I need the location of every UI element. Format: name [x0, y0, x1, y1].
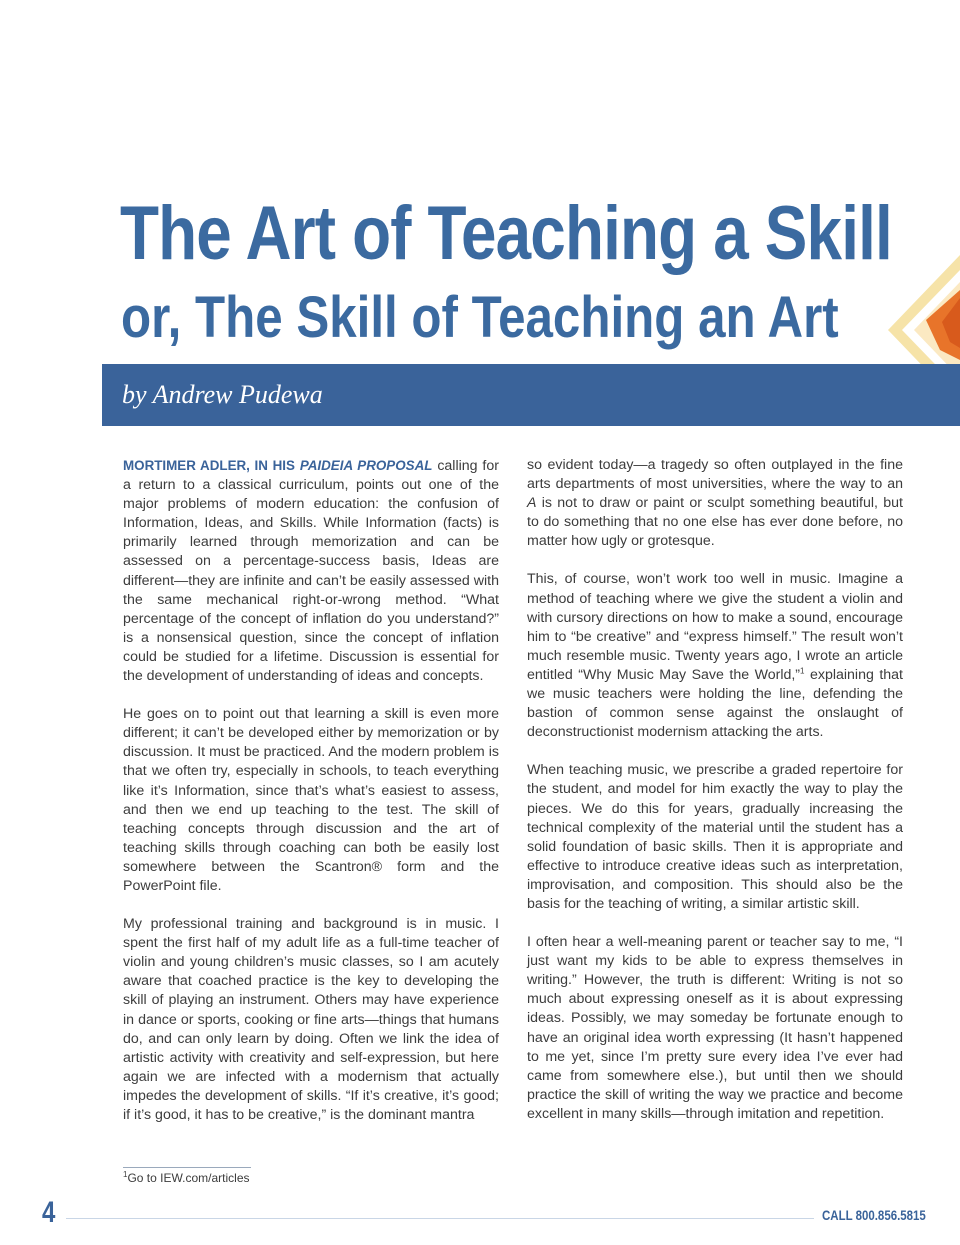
paragraph-text: This, of course, won’t work too well in music. Imagine a method of teaching where we give the student a violin and with cursory directions on how to make a sound, encourage him to “be creative” and “express himself.” The result won’t much resemble music. Twenty years ago, I wrote an article entitled “Why Music May Save the World,” — [527, 571, 903, 683]
paragraph: My professional training and background is in music. I spent the first half of my adult life as a full-time teacher of violin and young children’s music classes, so I am acutely aware that coached practice is the key to developing the skill of playing an instrument. Others may have experience in dance or sports, cooking or fine arts—things that humans do, and can only learn by doing. Often we link the idea of artistic activity with creativity and self-expression, but here again we are infected with a modernism that actually impedes the development of skills. “If it’s creative, it’s good; if it’s good, it has to be creative,” is the dominant mantra — [123, 916, 499, 1123]
paragraph-text: calling for a return to a classical curriculum, points out one of the major problems of modern education: the confusion of Information, Ideas, and Skills. While Information (facts) is primarily learned through memorization and can be assessed on a percentage-success basis, Ideas are different—they are infinite and can’t be easily assessed with the same mechanical right-or-wrong method. “What percentage of the concept of inflation do you understand?” is a nonsensical question, since the concept of inflation could be studied for a lifetime. Discussion is essential for the development of understanding of ideas and concepts. — [123, 458, 499, 685]
footnote-divider — [123, 1167, 251, 1168]
article-subtitle: or, The Skill of Teaching an Art — [121, 285, 839, 350]
author-byline: by Andrew Pudewa — [122, 380, 323, 409]
paragraph: He goes on to point out that learning a skill is even more different; it can’t be developed either by memorization or by discussion. It must be practiced. And the modern problem is that we often try, especially in schools, to teach everything like it’s Information, since that’s what’s easiest to assess, and then we end up teaching to the test. The skill of teaching concepts through discussion and the art of teaching skills through coaching can both be easily lost somewhere between the Scantron® form and the PowerPoint file. — [123, 706, 499, 894]
paragraph-text: so evident today—a tragedy so often outplayed in the fine arts departments of most universities, where the way to an — [527, 457, 903, 493]
footer-phone: CALL 800.856.5815 — [822, 1207, 926, 1223]
paragraph-text: is not to draw or paint or sculpt something beautiful, but to do something that no one else has ever done before, no matter how ugly or grotesque. — [527, 495, 903, 550]
paragraph: I often hear a well-meaning parent or teacher say to me, “I just want my kids to be able to express themselves in writing.” However, the truth is different: Writing is not so much about expressing oneself as it is about expressing ideas. Possibly, we may someday be fortunate enough to have an original idea worth expressing (It hasn’t happened to me yet, since I’m pretty sure every idea I’ve ever had came from somewhere else.), but until then we should practice the skill of writing the way we practice and become excellent in many skills—through imitation and repetition. — [527, 934, 903, 1122]
page-number: 4 — [42, 1196, 56, 1229]
footnote — [123, 1171, 250, 1185]
article-title: The Art of Teaching a Skill — [120, 191, 892, 276]
paragraph — [527, 456, 903, 551]
paragraph: When teaching music, we prescribe a graded repertoire for the student, and model for him exactly the way to play the pieces. We do this for years, gradually increasing the technical complexity of the material until the student has a solid foundation of basic skills. Then it is appropriate and effective to introduce creative ideas such as interpretation, improvisation, and composition. This should also be the basis for the teaching of writing, a similar artistic skill. — [527, 762, 903, 912]
paragraph — [123, 456, 499, 686]
byline-banner — [102, 364, 960, 426]
paragraph — [527, 570, 903, 742]
footer-divider — [66, 1218, 814, 1219]
body-column-left — [123, 456, 499, 1144]
footnote-reference: 1 — [800, 666, 805, 676]
footnote-text: Go to IEW.com/articles — [127, 1171, 250, 1185]
body-column-right — [527, 456, 903, 1143]
grade-emphasis: A — [527, 495, 537, 512]
lead-in-text: MORTIMER ADLER, IN HIS — [123, 458, 295, 473]
book-title-emphasis: PAIDEIA PROPOSAL — [299, 458, 433, 473]
footnote-marker: 1 — [123, 1170, 128, 1179]
paragraph-text: explaining that we music teachers were holding the line, defending the bastion of common sense against the onslaught of deconstructionist modernism attacking the arts. — [527, 666, 903, 741]
